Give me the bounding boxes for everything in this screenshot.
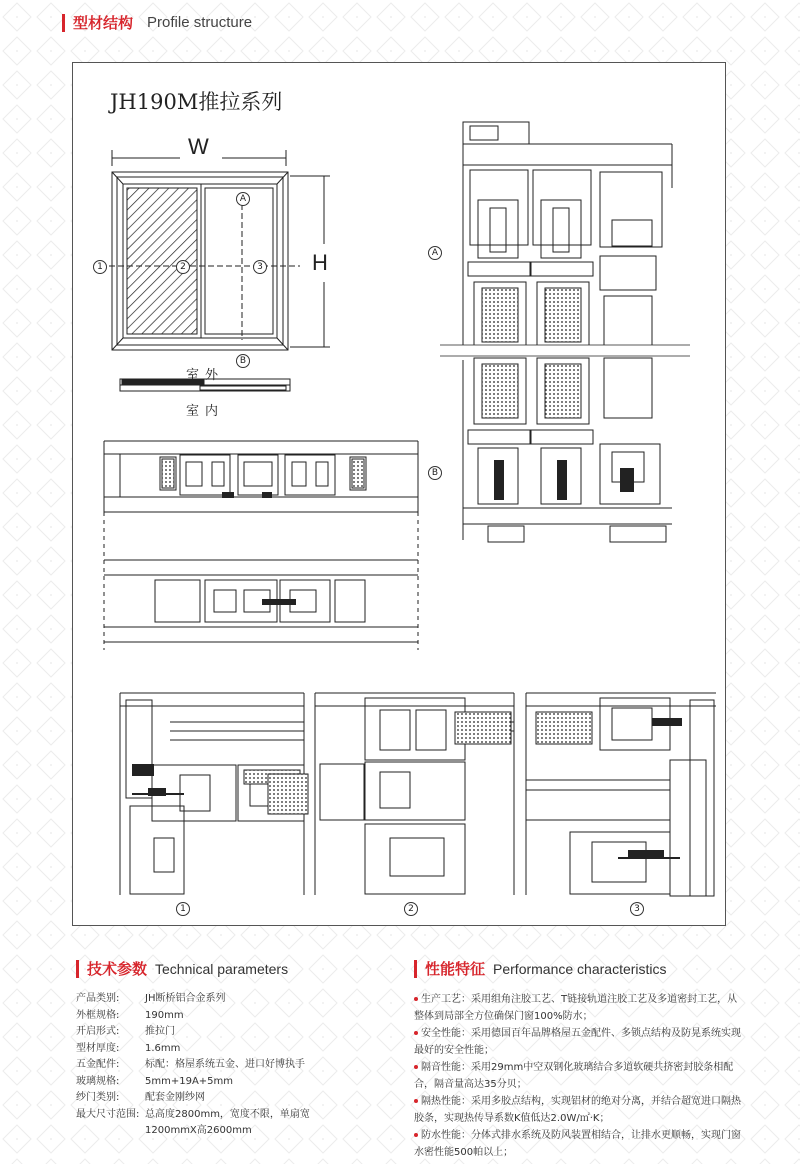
- tech-row: [76, 1123, 376, 1140]
- performance-text: 防水性能：分体式排水系统及防风装置相结合，让排水更顺畅，实现门窗水密性能500帕以上；: [414, 1130, 741, 1158]
- marker-1-section: 1: [176, 902, 190, 916]
- marker-b-elevation: B: [236, 354, 250, 368]
- marker-2-section: 2: [404, 902, 418, 916]
- tech-row: [76, 991, 376, 1008]
- tech-key: 型材厚度:: [76, 1042, 120, 1054]
- tech-key: 最大尺寸范围:: [76, 1108, 140, 1120]
- tech-value: 配套金刚纱网: [145, 1092, 205, 1103]
- perf-red-bar: [414, 960, 417, 978]
- performance-item: [414, 1059, 744, 1093]
- tech-row: [76, 1041, 376, 1058]
- marker-2-elevation: 2: [176, 260, 190, 274]
- header-title-en: Profile structure: [147, 14, 253, 31]
- tech-value: 推拉门: [145, 1026, 175, 1037]
- tech-title-en: Technical parameters: [155, 960, 289, 977]
- tech-value: JH断桥铝合金系列: [145, 993, 226, 1004]
- tech-row: [76, 1024, 376, 1041]
- tech-red-bar: [76, 960, 79, 978]
- tech-key: 玻璃规格:: [76, 1075, 120, 1087]
- performance-list: [414, 991, 744, 1161]
- performance-item: [414, 1127, 744, 1161]
- tech-key: 产品类别:: [76, 993, 120, 1004]
- outdoor-label: 室外: [186, 368, 225, 383]
- tech-key: [76, 1123, 145, 1140]
- tech-value: 标配：格屋系统五金、进口好博执手: [145, 1059, 305, 1070]
- tech-row: [76, 1074, 376, 1091]
- marker-a-section: A: [428, 246, 442, 260]
- marker-3-elevation: 3: [253, 260, 267, 274]
- tech-params-heading: [76, 958, 376, 979]
- performance-item: [414, 1025, 744, 1059]
- tech-value: 5mm+19A+5mm: [145, 1075, 234, 1087]
- tech-params-list: [76, 991, 376, 1140]
- tech-key: 开启形式:: [76, 1026, 120, 1037]
- tech-row: [76, 1057, 376, 1074]
- tech-value: 190mm: [145, 1009, 184, 1021]
- bullet-dot-icon: [414, 1133, 418, 1137]
- tech-row: [76, 1107, 376, 1124]
- marker-a-elevation: A: [236, 192, 250, 206]
- tech-key: 外框规格:: [76, 1009, 120, 1021]
- tech-key: 纱门类别:: [76, 1092, 120, 1103]
- performance-heading: [414, 958, 744, 979]
- header-title-cn: 型材结构: [73, 14, 134, 32]
- bullet-dot-icon: [414, 1065, 418, 1069]
- indoor-label: 室内: [186, 404, 225, 419]
- bullet-dot-icon: [414, 1099, 418, 1103]
- tech-value: 总高度2800mm，宽度不限，单扇宽: [145, 1108, 310, 1120]
- tech-row: [76, 1008, 376, 1025]
- bullet-dot-icon: [414, 1031, 418, 1035]
- performance-text: 隔音性能：采用29mm中空双钢化玻璃结合多道软硬共挤密封胶条相配合，隔音量高达35分贝；: [414, 1062, 734, 1090]
- tech-value: 1200mmX高2600mm: [145, 1125, 252, 1136]
- performance-item: [414, 991, 744, 1025]
- width-dimension-label: W: [188, 134, 209, 159]
- marker-1-elevation: 1: [93, 260, 107, 274]
- tech-title-cn: 技术参数: [87, 960, 148, 978]
- performance-text: 安全性能：采用德国百年品牌格屋五金配件、多锁点结构及防晃系统实现最好的安全性能；: [414, 1028, 741, 1056]
- marker-b-section: B: [428, 466, 442, 480]
- series-title: JH190M推拉系列: [110, 90, 283, 114]
- perf-title-cn: 性能特征: [425, 960, 486, 978]
- tech-value: 1.6mm: [145, 1042, 181, 1054]
- performance-text: 隔热性能：采用多胶点结构，实现铝材的绝对分离，并结合超宽进口隔热胶条，实现热传导系数K值低达2.0W/㎡·K；: [414, 1096, 741, 1124]
- performance-item: [414, 1093, 744, 1127]
- performance-section: [414, 958, 744, 1161]
- marker-3-section: 3: [630, 902, 644, 916]
- tech-params-section: [76, 958, 376, 1140]
- perf-title-en: Performance characteristics: [493, 960, 667, 977]
- height-dimension-label: H: [312, 250, 328, 275]
- bullet-dot-icon: [414, 997, 418, 1001]
- tech-row: [76, 1090, 376, 1107]
- performance-text: 生产工艺：采用组角注胶工艺、T链接轨道注胶工艺及多道密封工艺，从整体到局部全方位确保门窗100%防水；: [414, 994, 738, 1022]
- tech-key: 五金配件:: [76, 1059, 120, 1070]
